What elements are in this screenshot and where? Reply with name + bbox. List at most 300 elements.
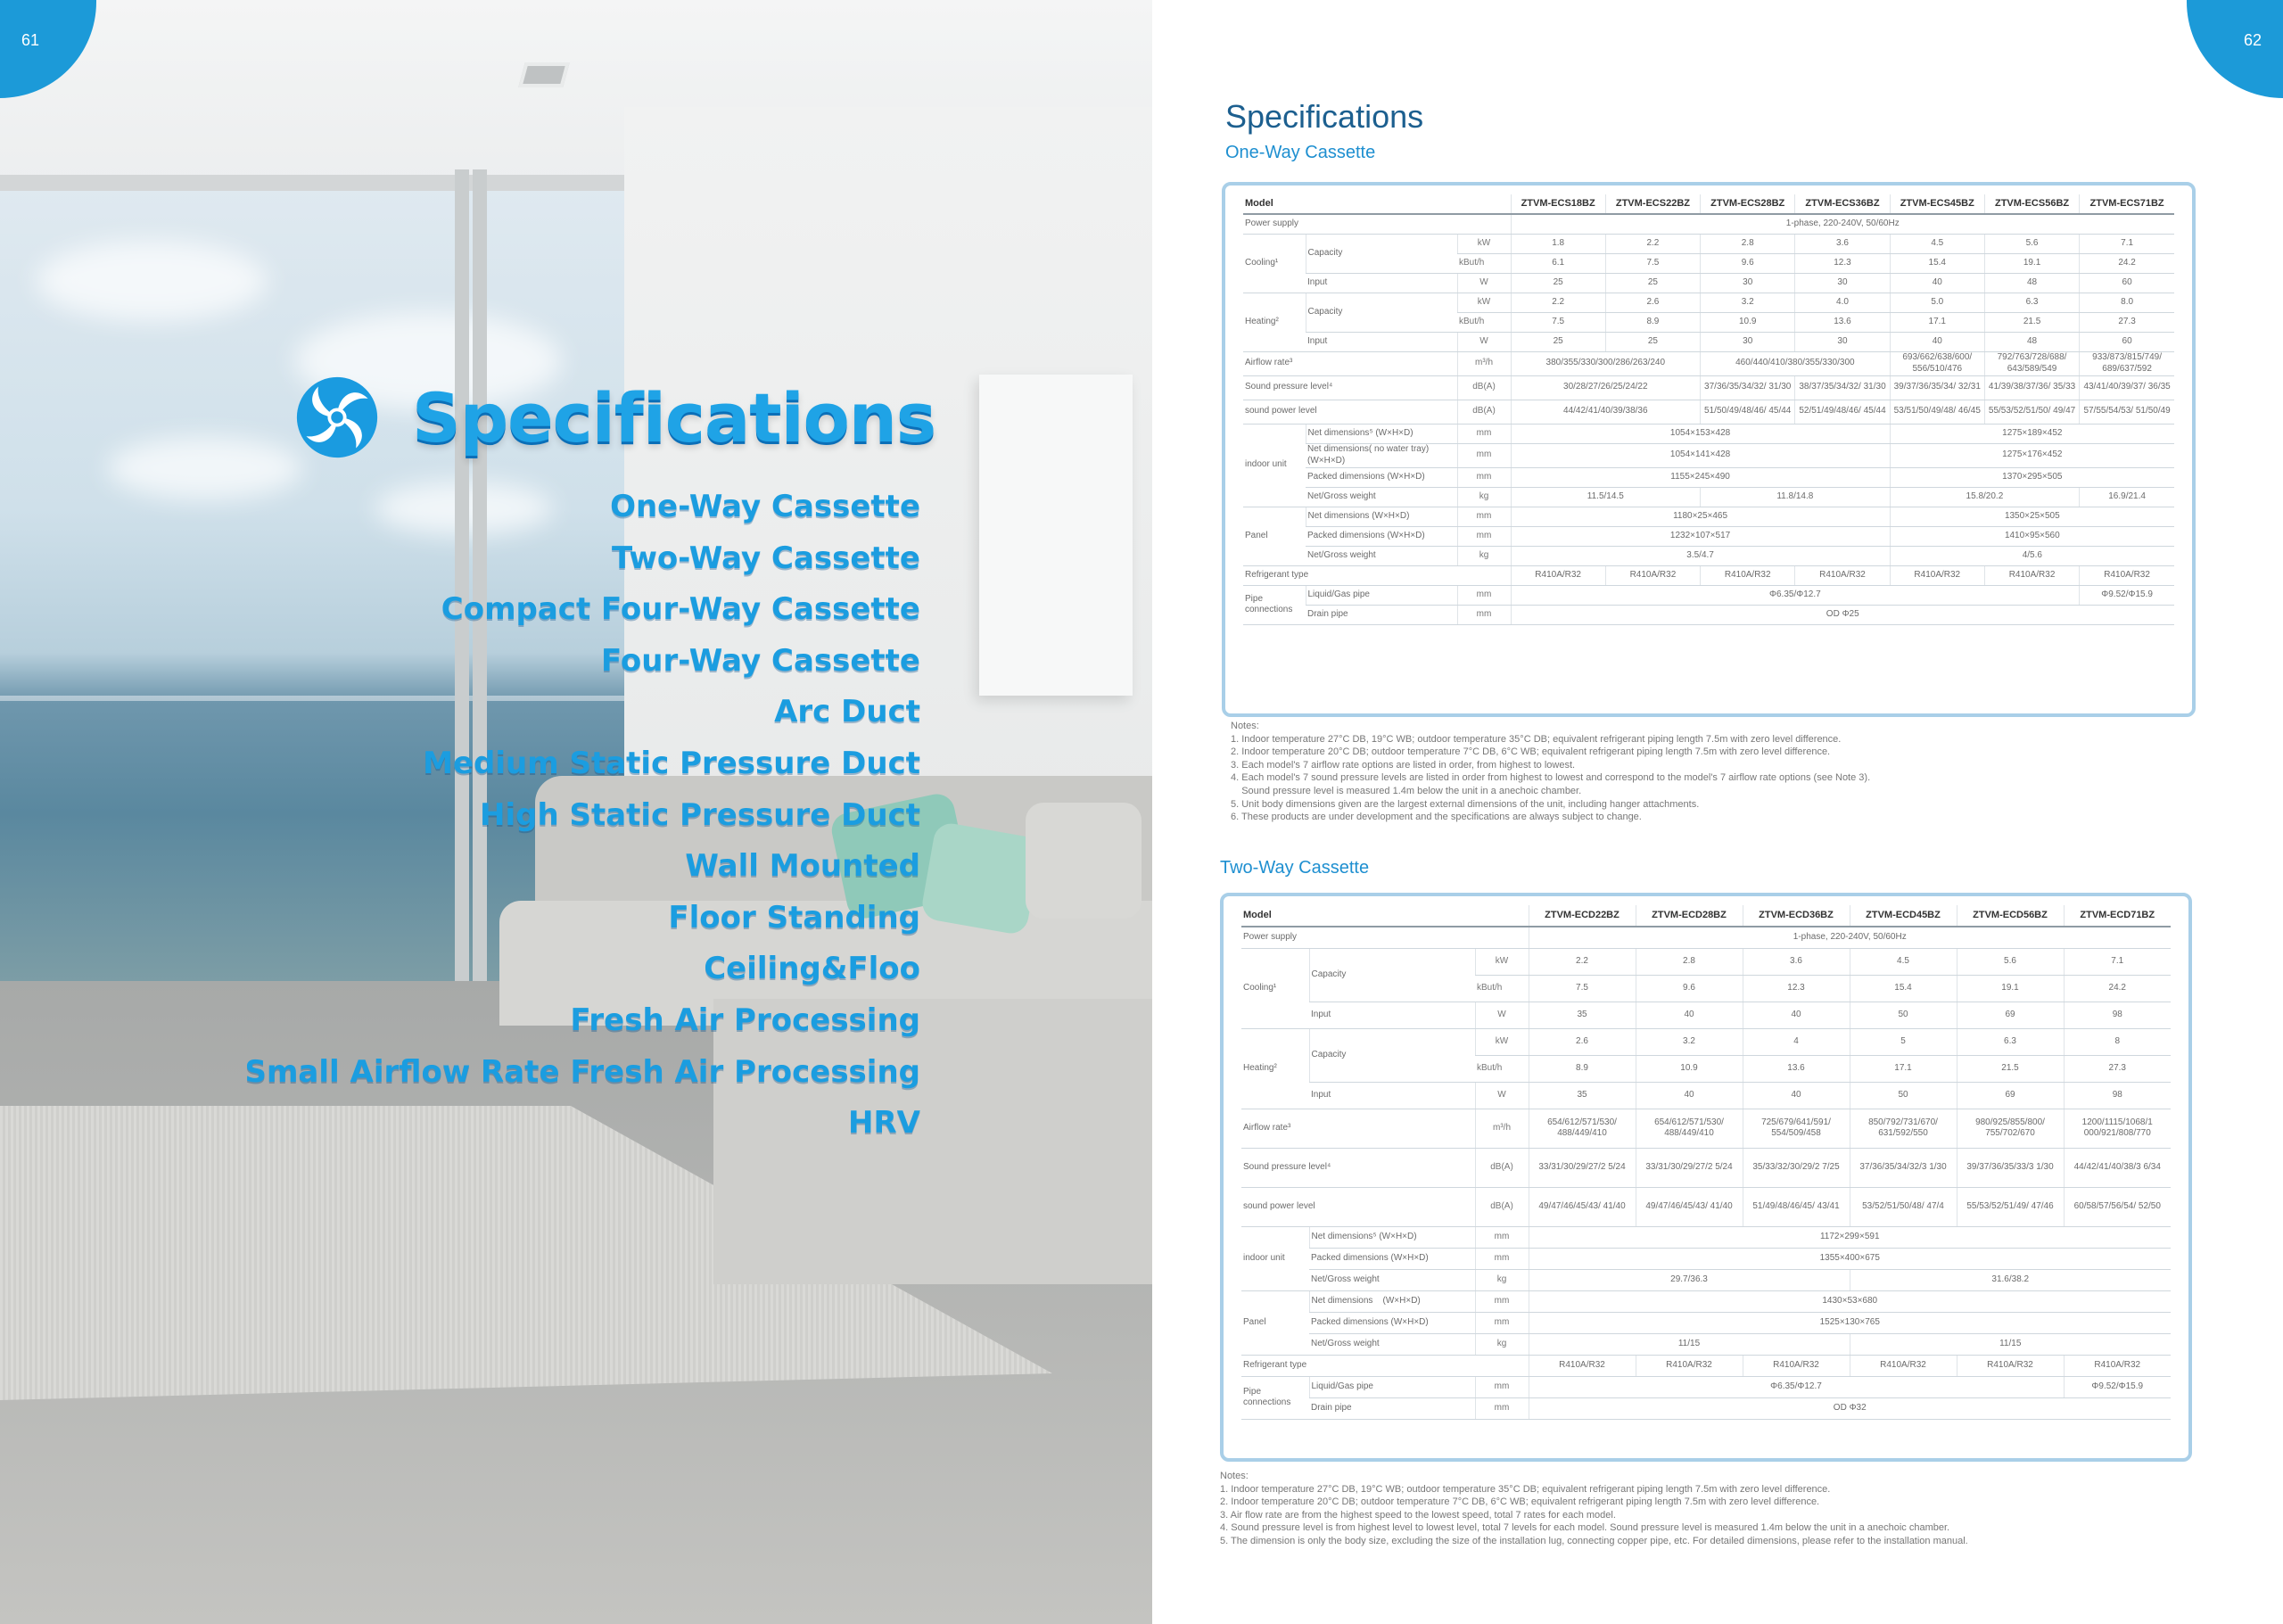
table-cell: 52/51/49/48/46/ 45/44 bbox=[1795, 400, 1890, 424]
table-cell: 8.9 bbox=[1529, 1055, 1636, 1082]
table-cell: 31.6/38.2 bbox=[1850, 1269, 2171, 1290]
unit-cell: mm bbox=[1475, 1397, 1529, 1419]
header-cell: Model bbox=[1243, 194, 1511, 214]
table-cell: 35 bbox=[1529, 1082, 1636, 1109]
table-cell: 1350×25×505 bbox=[1890, 507, 2174, 526]
one-way-spec-table bbox=[1243, 194, 2174, 625]
menu-item-label[interactable]: Fresh Air Processing bbox=[570, 1002, 920, 1038]
header-cell: ZTVM-ECD71BZ bbox=[2064, 905, 2171, 927]
row-label: Pipe connections bbox=[1241, 1376, 1309, 1419]
row-label: Net dimensions⁵ (W×H×D) bbox=[1309, 1226, 1475, 1248]
table-cell: 3.6 bbox=[1743, 948, 1850, 975]
wall-panel bbox=[979, 375, 1133, 696]
row-label: Capacity bbox=[1309, 948, 1475, 1002]
unit-cell: kW bbox=[1457, 293, 1511, 312]
table-cell: 11.8/14.8 bbox=[1701, 487, 1891, 507]
page-number: 61 bbox=[21, 30, 40, 49]
table-cell: 654/612/571/530/ 488/449/410 bbox=[1529, 1109, 1636, 1148]
table-cell: 1172×299×591 bbox=[1529, 1226, 2171, 1248]
table-row bbox=[1243, 332, 2174, 351]
menu-item-four-way-cassette[interactable] bbox=[118, 636, 920, 688]
note-line: 2. Indoor temperature 20°C DB; outdoor temperature 7°C DB, 6°C WB; equivalent refrigerant piping length 7.5m with zero level difference. bbox=[1231, 746, 1831, 758]
table-row bbox=[1241, 1226, 2171, 1248]
table-row bbox=[1241, 1333, 2171, 1355]
table-cell: Φ6.35/Φ12.7 bbox=[1511, 585, 2080, 605]
row-label: Pipe connections bbox=[1243, 585, 1306, 624]
row-label: Cooling¹ bbox=[1243, 234, 1306, 293]
unit-cell: mm bbox=[1457, 526, 1511, 546]
page-number-tab bbox=[2187, 0, 2283, 98]
table-cell: 17.1 bbox=[1850, 1055, 1957, 1082]
note-line: Notes: bbox=[1220, 1471, 1249, 1481]
two-way-spec-table bbox=[1241, 905, 2171, 1420]
menu-item-label[interactable]: Floor Standing bbox=[668, 899, 920, 936]
row-label: Panel bbox=[1243, 507, 1306, 565]
table-cell: 8 bbox=[2064, 1028, 2171, 1055]
ceiling-light bbox=[518, 62, 570, 87]
row-label: Refrigerant type bbox=[1241, 1355, 1529, 1376]
row-label: Net/Gross weight bbox=[1309, 1269, 1475, 1290]
table-row bbox=[1243, 375, 2174, 400]
table-cell: 51/50/49/48/46/ 45/44 bbox=[1701, 400, 1795, 424]
row-label: Packed dimensions (W×H×D) bbox=[1309, 1312, 1475, 1333]
table-cell: 60/58/57/56/54/ 52/50 bbox=[2064, 1187, 2171, 1226]
section-title-one-way: One-Way Cassette bbox=[1225, 143, 1376, 162]
header-cell: ZTVM-ECS56BZ bbox=[1984, 194, 2079, 214]
table-cell: 693/662/638/600/ 556/510/476 bbox=[1890, 351, 1984, 375]
table-cell: 5.0 bbox=[1890, 293, 1984, 312]
table-cell: 98 bbox=[2064, 1082, 2171, 1109]
table-row bbox=[1243, 234, 2174, 253]
menu-item-label[interactable]: Arc Duct bbox=[774, 694, 920, 730]
table-cell: 30 bbox=[1701, 273, 1795, 293]
header-cell: ZTVM-ECD22BZ bbox=[1529, 905, 1636, 927]
row-label: indoor unit bbox=[1243, 424, 1306, 507]
table-cell: R410A/R32 bbox=[1511, 565, 1605, 585]
table-row bbox=[1241, 1397, 2171, 1419]
row-label: sound power level bbox=[1243, 400, 1457, 424]
unit-cell: kW bbox=[1457, 234, 1511, 253]
table-cell: 19.1 bbox=[1957, 975, 2064, 1002]
cloud bbox=[36, 241, 268, 321]
table-cell: 17.1 bbox=[1890, 312, 1984, 332]
table-cell: 1232×107×517 bbox=[1511, 526, 1890, 546]
menu-item-label[interactable]: HRV bbox=[848, 1105, 920, 1142]
two-way-notes bbox=[1220, 1470, 2201, 1548]
menu-item-fresh-air-processing[interactable] bbox=[118, 995, 920, 1047]
spec-page-title: Specifications bbox=[1225, 98, 1424, 135]
menu-item-small-airflow-fresh-air[interactable] bbox=[118, 1047, 920, 1099]
menu-item-label[interactable]: One-Way Cassette bbox=[610, 489, 920, 524]
table-cell: 40 bbox=[1890, 332, 1984, 351]
table-cell: R410A/R32 bbox=[2080, 565, 2174, 585]
table-row bbox=[1241, 1082, 2171, 1109]
table-cell: 55/53/52/51/49/ 47/46 bbox=[1957, 1187, 2064, 1226]
right-page bbox=[1152, 0, 2283, 1624]
row-label: Sound pressure level⁴ bbox=[1243, 375, 1457, 400]
unit-cell: kg bbox=[1475, 1269, 1529, 1290]
table-cell: 30 bbox=[1701, 332, 1795, 351]
header-cell: ZTVM-ECS22BZ bbox=[1605, 194, 1700, 214]
row-label: Cooling¹ bbox=[1241, 948, 1309, 1028]
unit-cell: mm bbox=[1475, 1376, 1529, 1397]
table-row bbox=[1243, 507, 2174, 526]
row-label: Airflow rate³ bbox=[1241, 1109, 1475, 1148]
table-row bbox=[1243, 443, 2174, 467]
unit-cell: dB(A) bbox=[1457, 400, 1511, 424]
unit-cell: kg bbox=[1457, 546, 1511, 565]
table-cell: 6.3 bbox=[1957, 1028, 2064, 1055]
header-cell: ZTVM-ECD56BZ bbox=[1957, 905, 2064, 927]
table-cell: 37/36/35/34/32/3 1/30 bbox=[1850, 1148, 1957, 1187]
table-cell: 55/53/52/51/50/ 49/47 bbox=[1984, 400, 2079, 424]
table-cell: 11.5/14.5 bbox=[1511, 487, 1701, 507]
table-cell: 49/47/46/45/43/ 41/40 bbox=[1529, 1187, 1636, 1226]
row-label: Drain pipe bbox=[1309, 1397, 1475, 1419]
note-line: 2. Indoor temperature 20°C DB; outdoor temperature 7°C DB, 6°C WB; equivalent refrigerant piping length 7.5m with zero level difference. bbox=[1220, 1496, 1820, 1508]
table-cell: 57/55/54/53/ 51/50/49 bbox=[2080, 400, 2174, 424]
table-cell: 2.8 bbox=[1636, 948, 1743, 975]
table-cell: 1054×141×428 bbox=[1511, 443, 1890, 467]
table-row bbox=[1243, 565, 2174, 585]
header-cell: ZTVM-ECS45BZ bbox=[1890, 194, 1984, 214]
table-cell: 1.8 bbox=[1511, 234, 1605, 253]
table-cell: 48 bbox=[1984, 273, 2079, 293]
unit-cell: mm bbox=[1457, 424, 1511, 443]
unit-cell: kBut/h bbox=[1475, 1055, 1529, 1082]
table-cell: 1430×53×680 bbox=[1529, 1290, 2171, 1312]
table-cell: R410A/R32 bbox=[1701, 565, 1795, 585]
table-cell: 27.3 bbox=[2080, 312, 2174, 332]
unit-cell: kW bbox=[1475, 948, 1529, 975]
menu-item-one-way-cassette[interactable] bbox=[118, 482, 920, 533]
table-cell: 30/28/27/26/25/24/22 bbox=[1511, 375, 1701, 400]
section-heading bbox=[294, 375, 935, 460]
table-cell: 2.2 bbox=[1605, 234, 1700, 253]
menu-item-compact-four-way-cassette[interactable] bbox=[118, 584, 920, 636]
unit-cell: mm bbox=[1457, 443, 1511, 467]
table-cell: R410A/R32 bbox=[2064, 1355, 2171, 1376]
table-cell: 980/925/855/800/ 755/702/670 bbox=[1957, 1109, 2064, 1148]
table-row bbox=[1241, 1028, 2171, 1055]
unit-cell: m³/h bbox=[1457, 351, 1511, 375]
table-cell: 8.0 bbox=[2080, 293, 2174, 312]
note-line: 4. Each model's 7 sound pressure levels are listed in order from highest to lowest and correspond to the model's 7 airflow rate options (see Note 3). bbox=[1231, 772, 1871, 784]
menu-item-label[interactable]: Two-Way Cassette bbox=[612, 540, 920, 576]
unit-cell: W bbox=[1475, 1002, 1529, 1028]
table-cell: 27.3 bbox=[2064, 1055, 2171, 1082]
table-cell: 2.6 bbox=[1605, 293, 1700, 312]
table-cell: 1-phase, 220-240V, 50/60Hz bbox=[1511, 214, 2174, 234]
row-label: Liquid/Gas pipe bbox=[1309, 1376, 1475, 1397]
table-cell: 7.1 bbox=[2064, 948, 2171, 975]
menu-item-wall-mounted[interactable] bbox=[118, 841, 920, 893]
table-cell: 38/37/35/34/32/ 31/30 bbox=[1795, 375, 1890, 400]
table-row bbox=[1243, 605, 2174, 624]
table-cell: 3.5/4.7 bbox=[1511, 546, 1890, 565]
unit-cell: W bbox=[1457, 332, 1511, 351]
table-cell: 9.6 bbox=[1701, 253, 1795, 273]
table-cell: 1155×245×490 bbox=[1511, 467, 1890, 487]
table-cell: 48 bbox=[1984, 332, 2079, 351]
table-row bbox=[1241, 948, 2171, 975]
header-cell: ZTVM-ECD36BZ bbox=[1743, 905, 1850, 927]
table-cell: 4/5.6 bbox=[1890, 546, 2174, 565]
table-cell: 35/33/32/30/29/2 7/25 bbox=[1743, 1148, 1850, 1187]
unit-cell: mm bbox=[1475, 1226, 1529, 1248]
table-row bbox=[1243, 400, 2174, 424]
table-cell: 98 bbox=[2064, 1002, 2171, 1028]
table-row bbox=[1243, 526, 2174, 546]
table-cell: 15.4 bbox=[1890, 253, 1984, 273]
table-cell: 10.9 bbox=[1701, 312, 1795, 332]
table-row bbox=[1243, 546, 2174, 565]
row-label: Net/Gross weight bbox=[1306, 487, 1457, 507]
menu-item-label[interactable]: Ceiling&Floo bbox=[704, 951, 920, 987]
row-label: Packed dimensions (W×H×D) bbox=[1306, 467, 1457, 487]
row-label: Power supply bbox=[1241, 927, 1529, 948]
table-cell: 8.9 bbox=[1605, 312, 1700, 332]
note-line: 4. Sound pressure level is from highest level to lowest level, total 7 levels for each model. Sound pressure level is measured 1.4m below the unit in a anechoic chamber. bbox=[1220, 1522, 1950, 1534]
unit-cell: kg bbox=[1457, 487, 1511, 507]
table-cell: 35 bbox=[1529, 1002, 1636, 1028]
table-cell: R410A/R32 bbox=[1850, 1355, 1957, 1376]
table-row bbox=[1243, 214, 2174, 234]
table-cell: 40 bbox=[1743, 1002, 1850, 1028]
table-cell: 40 bbox=[1636, 1082, 1743, 1109]
table-cell: R410A/R32 bbox=[1529, 1355, 1636, 1376]
table-cell: 2.8 bbox=[1701, 234, 1795, 253]
table-cell: 15.8/20.2 bbox=[1890, 487, 2080, 507]
menu-item-label[interactable]: Small Airflow Rate Fresh Air Processing bbox=[244, 1053, 920, 1090]
table-cell: R410A/R32 bbox=[1890, 565, 1984, 585]
table-cell: 7.5 bbox=[1511, 312, 1605, 332]
header-cell: ZTVM-ECD28BZ bbox=[1636, 905, 1743, 927]
table-row bbox=[1243, 351, 2174, 375]
table-row bbox=[1241, 1148, 2171, 1187]
table-cell: 380/355/330/300/286/263/240 bbox=[1511, 351, 1701, 375]
note-line: 6. These products are under development and the specifications are always subject to change. bbox=[1231, 812, 1642, 823]
note-line: Sound pressure level is measured 1.4m below the unit in a anechoic chamber. bbox=[1231, 785, 1582, 796]
table-cell: 1355×400×675 bbox=[1529, 1248, 2171, 1269]
table-cell: 30 bbox=[1795, 273, 1890, 293]
menu-item-label[interactable]: Medium Static Pressure Duct bbox=[423, 745, 920, 781]
table-cell: 4.5 bbox=[1850, 948, 1957, 975]
table-row bbox=[1241, 1109, 2171, 1148]
table-cell: 16.9/21.4 bbox=[2080, 487, 2174, 507]
section-title-two-way: Two-Way Cassette bbox=[1220, 858, 1370, 878]
unit-cell: kg bbox=[1475, 1333, 1529, 1355]
row-label: Panel bbox=[1241, 1290, 1309, 1355]
table-cell: 725/679/641/591/ 554/509/458 bbox=[1743, 1109, 1850, 1148]
table-cell: 5 bbox=[1850, 1028, 1957, 1055]
table-row bbox=[1243, 467, 2174, 487]
row-label: Capacity bbox=[1306, 293, 1457, 332]
table-cell: 1-phase, 220-240V, 50/60Hz bbox=[1529, 927, 2171, 948]
table-cell: 43/41/40/39/37/ 36/35 bbox=[2080, 375, 2174, 400]
table-cell: 25 bbox=[1511, 332, 1605, 351]
table-cell: 30 bbox=[1795, 332, 1890, 351]
table-header-row bbox=[1241, 905, 2171, 927]
header-cell: Model bbox=[1241, 905, 1529, 927]
product-menu bbox=[118, 482, 920, 1150]
table-cell: 1525×130×765 bbox=[1529, 1312, 2171, 1333]
unit-cell: mm bbox=[1475, 1248, 1529, 1269]
row-label: Heating² bbox=[1243, 293, 1306, 351]
table-cell: 3.6 bbox=[1795, 234, 1890, 253]
unit-cell: kBut/h bbox=[1457, 253, 1511, 273]
table-cell: 40 bbox=[1890, 273, 1984, 293]
table-row bbox=[1243, 293, 2174, 312]
table-cell: 25 bbox=[1605, 273, 1700, 293]
table-row bbox=[1241, 1355, 2171, 1376]
page-number: 62 bbox=[2243, 30, 2262, 49]
header-cell: ZTVM-ECS28BZ bbox=[1701, 194, 1795, 214]
table-cell: 12.3 bbox=[1795, 253, 1890, 273]
table-cell: 1275×189×452 bbox=[1890, 424, 2174, 443]
table-row bbox=[1243, 273, 2174, 293]
row-label: Liquid/Gas pipe bbox=[1306, 585, 1457, 605]
table-cell: 1275×176×452 bbox=[1890, 443, 2174, 467]
table-cell: R410A/R32 bbox=[1795, 565, 1890, 585]
menu-item-floor-standing[interactable] bbox=[118, 893, 920, 944]
table-cell: 53/52/51/50/48/ 47/4 bbox=[1850, 1187, 1957, 1226]
row-label: Power supply bbox=[1243, 214, 1511, 234]
table-cell: 1180×25×465 bbox=[1511, 507, 1890, 526]
row-label: Capacity bbox=[1306, 234, 1457, 273]
table-row bbox=[1243, 487, 2174, 507]
unit-cell: mm bbox=[1475, 1290, 1529, 1312]
table-cell: 850/792/731/670/ 631/592/550 bbox=[1850, 1109, 1957, 1148]
table-cell: 2.2 bbox=[1511, 293, 1605, 312]
menu-item-high-static-pressure-duct[interactable] bbox=[118, 790, 920, 842]
table-cell: 4.0 bbox=[1795, 293, 1890, 312]
table-row bbox=[1241, 1376, 2171, 1397]
row-label: Input bbox=[1306, 273, 1457, 293]
unit-cell: W bbox=[1475, 1082, 1529, 1109]
unit-cell: dB(A) bbox=[1475, 1187, 1529, 1226]
table-cell: 51/49/48/46/45/ 43/41 bbox=[1743, 1187, 1850, 1226]
table-cell: 4.5 bbox=[1890, 234, 1984, 253]
table-cell: 50 bbox=[1850, 1082, 1957, 1109]
table-cell: 7.5 bbox=[1605, 253, 1700, 273]
row-label: Refrigerant type bbox=[1243, 565, 1511, 585]
table-cell: 69 bbox=[1957, 1002, 2064, 1028]
note-line: Notes: bbox=[1231, 721, 1259, 731]
note-line: 5. Unit body dimensions given are the largest external dimensions of the unit, including hanger attachments. bbox=[1231, 798, 1700, 810]
menu-item-medium-static-pressure-duct[interactable] bbox=[118, 738, 920, 790]
table-cell: 25 bbox=[1511, 273, 1605, 293]
table-cell: 5.6 bbox=[1984, 234, 2079, 253]
table-cell: 1054×153×428 bbox=[1511, 424, 1890, 443]
table-cell: 53/51/50/49/48/ 46/45 bbox=[1890, 400, 1984, 424]
table-row bbox=[1241, 1269, 2171, 1290]
header-cell: ZTVM-ECS18BZ bbox=[1511, 194, 1605, 214]
row-label: Net dimensions( no water tray)(W×H×D) bbox=[1306, 443, 1457, 467]
table-row bbox=[1241, 927, 2171, 948]
table-cell: 60 bbox=[2080, 273, 2174, 293]
table-row bbox=[1241, 1002, 2171, 1028]
table-cell: 37/36/35/34/32/ 31/30 bbox=[1701, 375, 1795, 400]
table-cell: OD Φ25 bbox=[1511, 605, 2174, 624]
pillow bbox=[919, 820, 1042, 936]
one-way-spec-panel bbox=[1222, 182, 2196, 717]
row-label: indoor unit bbox=[1241, 1226, 1309, 1290]
note-line: 3. Air flow rate are from the highest speed to the lowest speed, total 7 rates for each model. bbox=[1220, 1509, 1616, 1521]
table-cell: 21.5 bbox=[1984, 312, 2079, 332]
table-cell: 33/31/30/29/27/2 5/24 bbox=[1636, 1148, 1743, 1187]
table-row bbox=[1243, 424, 2174, 443]
row-label: Heating² bbox=[1241, 1028, 1309, 1109]
row-label: Drain pipe bbox=[1306, 605, 1457, 624]
row-label: Net/Gross weight bbox=[1306, 546, 1457, 565]
unit-cell: dB(A) bbox=[1457, 375, 1511, 400]
table-cell: 933/873/815/749/ 689/637/592 bbox=[2080, 351, 2174, 375]
unit-cell: mm bbox=[1457, 605, 1511, 624]
table-cell: 10.9 bbox=[1636, 1055, 1743, 1082]
table-row bbox=[1241, 1312, 2171, 1333]
menu-item-label[interactable]: Compact Four-Way Cassette bbox=[441, 591, 920, 628]
table-cell: 9.6 bbox=[1636, 975, 1743, 1002]
table-cell: 24.2 bbox=[2080, 253, 2174, 273]
header-cell: ZTVM-ECS36BZ bbox=[1795, 194, 1890, 214]
table-cell: Φ9.52/Φ15.9 bbox=[2080, 585, 2174, 605]
menu-item-label[interactable]: Four-Way Cassette bbox=[601, 642, 920, 679]
table-cell: 21.5 bbox=[1957, 1055, 2064, 1082]
menu-item-label[interactable]: Wall Mounted bbox=[685, 848, 920, 885]
table-cell: 11/15 bbox=[1529, 1333, 1850, 1355]
table-cell: 44/42/41/40/38/3 6/34 bbox=[2064, 1148, 2171, 1187]
table-cell: 5.6 bbox=[1957, 948, 2064, 975]
table-cell: R410A/R32 bbox=[1636, 1355, 1743, 1376]
table-cell: 15.4 bbox=[1850, 975, 1957, 1002]
table-cell: 792/763/728/688/ 643/589/549 bbox=[1984, 351, 2079, 375]
note-line: 3. Each model's 7 airflow rate options are listed in order, from highest to lowest. bbox=[1231, 759, 1576, 771]
menu-item-arc-duct[interactable] bbox=[118, 687, 920, 738]
menu-item-ceiling-floor[interactable] bbox=[118, 944, 920, 995]
table-cell: 19.1 bbox=[1984, 253, 2079, 273]
unit-cell: kW bbox=[1475, 1028, 1529, 1055]
header-cell: ZTVM-ECD45BZ bbox=[1850, 905, 1957, 927]
table-cell: 60 bbox=[2080, 332, 2174, 351]
unit-cell: m³/h bbox=[1475, 1109, 1529, 1148]
row-label: sound power level bbox=[1241, 1187, 1475, 1226]
table-cell: 49/47/46/45/43/ 41/40 bbox=[1636, 1187, 1743, 1226]
table-cell: 7.5 bbox=[1529, 975, 1636, 1002]
table-cell: 6.3 bbox=[1984, 293, 2079, 312]
table-cell: 1200/1115/1068/1 000/921/808/770 bbox=[2064, 1109, 2171, 1148]
pillow bbox=[1026, 803, 1142, 919]
table-cell: 39/37/36/35/33/3 1/30 bbox=[1957, 1148, 2064, 1187]
row-label: Input bbox=[1309, 1082, 1475, 1109]
table-cell: 2.6 bbox=[1529, 1028, 1636, 1055]
menu-item-hrv[interactable] bbox=[118, 1098, 920, 1150]
row-label: Input bbox=[1306, 332, 1457, 351]
unit-cell: W bbox=[1457, 273, 1511, 293]
table-cell: 50 bbox=[1850, 1002, 1957, 1028]
table-cell: 13.6 bbox=[1743, 1055, 1850, 1082]
note-line: 1. Indoor temperature 27°C DB, 19°C WB; outdoor temperature 35°C DB; equivalent refrigerant piping length 7.5m with zero level difference. bbox=[1220, 1483, 1831, 1495]
table-cell: 44/42/41/40/39/38/36 bbox=[1511, 400, 1701, 424]
menu-item-two-way-cassette[interactable] bbox=[118, 533, 920, 585]
menu-item-label[interactable]: High Static Pressure Duct bbox=[480, 796, 920, 833]
row-label: Net dimensions (W×H×D) bbox=[1306, 507, 1457, 526]
table-cell: R410A/R32 bbox=[1743, 1355, 1850, 1376]
row-label: Airflow rate³ bbox=[1243, 351, 1457, 375]
table-header-row bbox=[1243, 194, 2174, 214]
table-cell: 1370×295×505 bbox=[1890, 467, 2174, 487]
table-cell: Φ9.52/Φ15.9 bbox=[2064, 1376, 2171, 1397]
